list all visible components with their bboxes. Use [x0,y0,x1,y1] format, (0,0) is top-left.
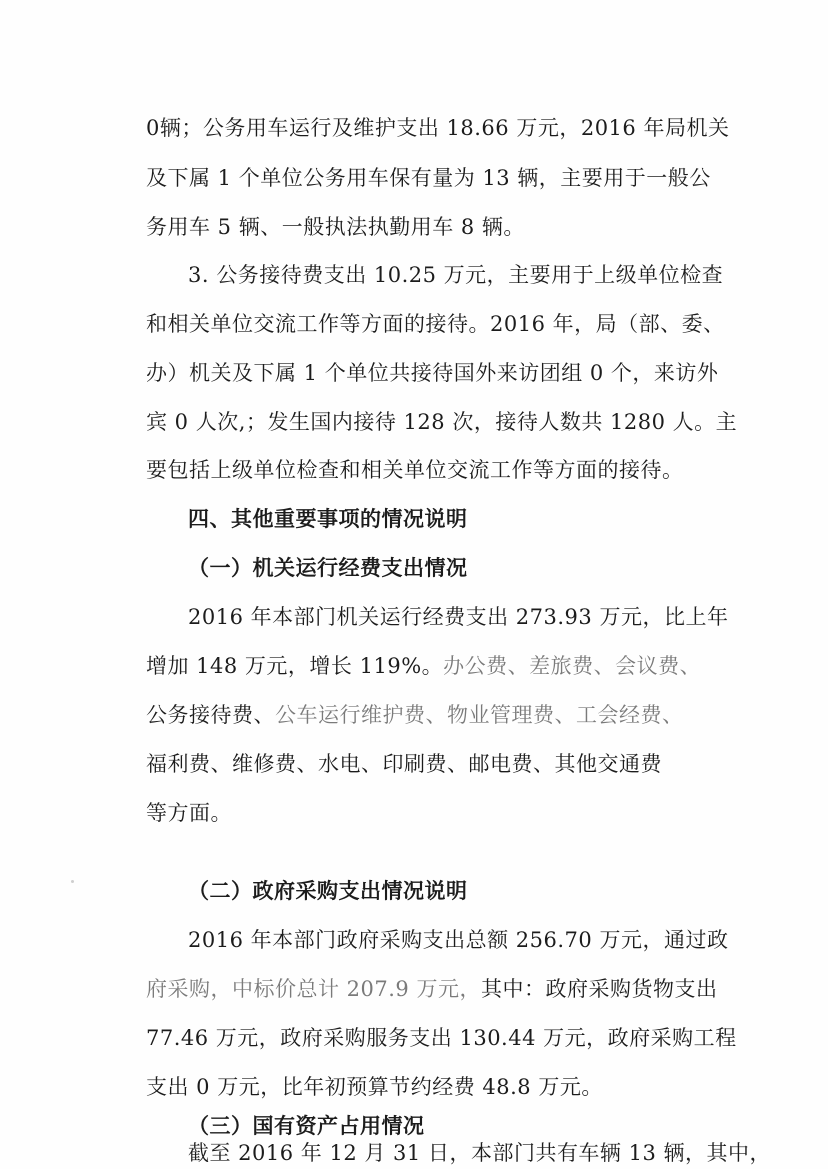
paragraph-reception-line-4: 宾 0 人次,；发生国内接待 128 次，接待人数共 1280 人。主 [146,410,738,434]
subsection-1-line-5: 等方面。 [146,801,232,825]
paragraph-vehicles-line-2: 及下属 1 个单位公务用车保有量为 13 辆，主要用于一般公 [146,166,711,190]
subsection-1-line-4: 福利费、维修费、水电、印刷费、邮电费、其他交通费 [146,752,662,776]
paragraph-reception-line-5: 要包括上级单位检查和相关单位交流工作等方面的接待。 [146,458,684,482]
subsection-2-line-4: 支出 0 万元，比年初预算节约经费 48.8 万元。 [146,1075,603,1099]
subsection-1-line-3 [146,702,684,728]
subsection-1-line-2-a: 增加 148 万元，增长 119%。 [146,654,444,678]
paragraph-reception-line-3: 办）机关及下属 1 个单位共接待国外来访团组 0 个，来访外 [146,361,719,385]
subsection-1-line-2 [146,653,701,679]
subsection-1-line-1: 2016 年本部门机关运行经费支出 273.93 万元，比上年 [188,605,729,629]
subsection-1-line-3-a: 公务接待费、 [146,703,275,727]
subsection-2-line-1: 2016 年本部门政府采购支出总额 256.70 万元，通过政 [188,928,729,952]
subsection-2-line-2-b: 其中：政府采购货物支出 [480,977,718,1001]
subsection-2-heading: （二）政府采购支出情况说明 [188,878,468,903]
subsection-2-line-2 [146,976,717,1002]
subsection-2-line-3: 77.46 万元，政府采购服务支出 130.44 万元，政府采购工程 [146,1026,737,1050]
subsection-3-heading: （三）国有资产占用情况 [188,1113,425,1138]
subsection-3-line-1: 截至 2016 年 12 月 31 日，本部门共有车辆 13 辆，其中， [188,1141,772,1165]
paragraph-vehicles-line-3: 务用车 5 辆、一般执法执勤用车 8 辆。 [146,215,525,239]
scan-speck [71,880,74,883]
subsection-1-line-2-b: 办公费、差旅费、会议费、 [443,654,702,678]
paragraph-reception-line-2: 和相关单位交流工作等方面的接待。2016 年，局（部、委、 [146,312,725,336]
subsection-1-heading: （一）机关运行经费支出情况 [188,555,468,580]
section-4-heading: 四、其他重要事项的情况说明 [188,506,468,531]
subsection-2-line-2-a: 府采购，中标价总计 207.9 万元， [146,977,481,1001]
paragraph-vehicles-line-1: 0辆；公务用车运行及维护支出 18.66 万元，2016 年局机关 [146,116,730,140]
subsection-1-line-3-b: 公车运行维护费、物业管理费、工会经费、 [275,703,684,727]
paragraph-reception-line-1: 3. 公务接待费支出 10.25 万元，主要用于上级单位检查 [188,263,724,287]
